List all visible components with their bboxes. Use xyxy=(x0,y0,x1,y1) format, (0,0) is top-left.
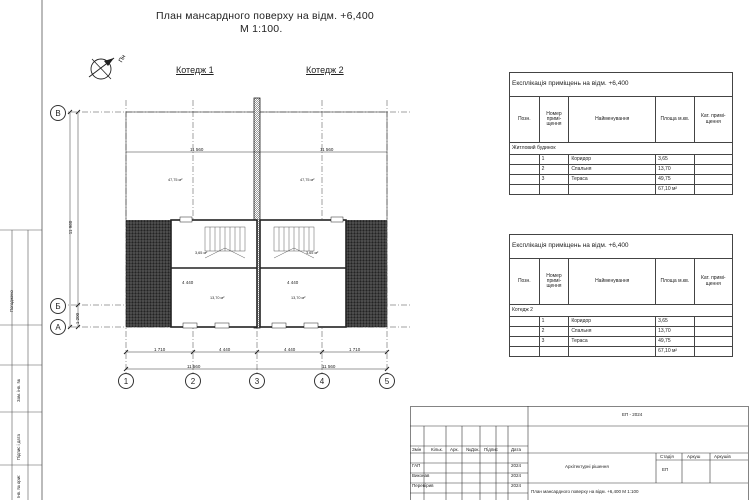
area-room-left: 13,70 м² xyxy=(210,296,225,300)
axis-col-3: 3 xyxy=(249,373,265,389)
stamp-section: Архітектурні рішення xyxy=(565,464,609,469)
room-name: Тераса xyxy=(569,337,656,347)
axis-row-a: А xyxy=(50,319,66,335)
area-corr-right: 3,65 м² xyxy=(306,251,319,255)
stamp-col-date: Дата xyxy=(511,447,521,452)
table-row xyxy=(510,317,733,327)
room-area: 13,70 xyxy=(656,165,694,175)
stamp-col-count: Кільк. xyxy=(431,447,443,452)
axis-row-b: Б xyxy=(50,298,66,314)
plan-scale: М 1:100. xyxy=(240,23,283,35)
stamp-col-doc: №Док. xyxy=(466,447,480,452)
room-name: Коридор xyxy=(569,317,656,327)
stamp-col-change: Змін xyxy=(412,447,422,452)
stamp-date-3: 2024 xyxy=(511,483,522,488)
side-label-sign-date: Підпис і дата xyxy=(16,434,21,460)
dim-vert-part: 1 200 xyxy=(75,312,81,325)
explication-table-2 xyxy=(509,234,733,357)
room-num: 2 xyxy=(539,165,569,175)
stamp-sheet-label: Аркуш xyxy=(687,454,701,459)
room-num: 1 xyxy=(539,317,569,327)
room-name: Тераса xyxy=(569,175,656,185)
explication-table-1 xyxy=(509,72,733,195)
table-title: Експлікація приміщень на відм. +6,400 xyxy=(510,73,733,97)
room-num: 3 xyxy=(539,175,569,185)
north-arrow-icon xyxy=(84,50,129,90)
axis-row-v: В xyxy=(50,105,66,121)
table-row xyxy=(510,155,733,165)
stamp-sheets-label: Аркушів xyxy=(714,454,731,459)
table-title: Експлікація приміщень на відм. +6,400 xyxy=(510,235,733,259)
dim-inner-1: 4 440 xyxy=(182,280,194,285)
col-header: Найменування xyxy=(569,97,656,143)
svg-text:Пн: Пн xyxy=(118,54,128,64)
dim-total-bottom-left: 11 560 xyxy=(187,364,201,369)
col-header: Площа м.кв. xyxy=(656,97,694,143)
col-header: Кат. примі-щення xyxy=(694,97,732,143)
side-label-inv-orig: Інв. № ориг. xyxy=(16,474,21,498)
stamp-role-done: Виконав xyxy=(412,473,430,478)
dim-total-bottom: 11 560 xyxy=(322,364,336,369)
room-name: Коридор xyxy=(569,155,656,165)
dim-inner-2: 4 440 xyxy=(287,280,299,285)
cottage-2-label: Котедж 2 xyxy=(306,65,344,75)
dim-seg-2: 4 440 xyxy=(219,347,231,352)
title-block xyxy=(410,406,750,500)
side-label-inv-replace: Зам. інв. № xyxy=(16,379,21,402)
table-row xyxy=(510,337,733,347)
col-header: Номер примі-щення xyxy=(539,259,569,305)
stamp-code: ЕП - 2024 xyxy=(622,412,643,417)
col-header: Кат. примі-щення xyxy=(694,259,732,305)
stamp-col-sheet: Арк. xyxy=(450,447,459,452)
stamp-col-sign: Підпис xyxy=(484,447,499,452)
side-label-agreed: Погоджено xyxy=(9,290,14,312)
room-name: Спальня xyxy=(569,327,656,337)
table-row xyxy=(510,165,733,175)
total-area: 67,10 м² xyxy=(656,347,694,357)
room-num: 2 xyxy=(539,327,569,337)
room-area: 49,75 xyxy=(656,175,694,185)
stamp-date-1: 2024 xyxy=(511,463,522,468)
dim-seg-4: 1 710 xyxy=(349,347,361,352)
stamp-sheet-title: План мансардного поверху на відм. +6,400 М 1:100 xyxy=(531,489,639,494)
room-num: 3 xyxy=(539,337,569,347)
dim-total-top-2: 11 560 xyxy=(320,147,334,152)
room-area: 3,65 xyxy=(656,155,694,165)
room-area: 13,70 xyxy=(656,327,694,337)
area-right: 47,75 м² xyxy=(300,178,315,182)
col-header: Позн. xyxy=(510,97,540,143)
stamp-role-check: Перевірив xyxy=(412,483,434,488)
stamp-stage: ЕП xyxy=(662,467,669,472)
total-area: 67,10 м² xyxy=(656,185,694,195)
dim-seg-3: 4 440 xyxy=(284,347,296,352)
area-left: 47,75 м² xyxy=(168,178,183,182)
axis-col-5: 5 xyxy=(379,373,395,389)
stamp-date-2: 2024 xyxy=(511,473,522,478)
table-row xyxy=(510,327,733,337)
dim-vert-total: 11 960 xyxy=(68,220,74,235)
room-num: 1 xyxy=(539,155,569,165)
dim-seg-1: 1 710 xyxy=(154,347,166,352)
room-area: 3,65 xyxy=(656,317,694,327)
axis-col-1: 1 xyxy=(118,373,134,389)
table-row xyxy=(510,175,733,185)
cottage-1-label: Котедж 1 xyxy=(176,65,214,75)
col-header: Найменування xyxy=(569,259,656,305)
plan-title: План мансардного поверху на відм. +6,400 xyxy=(156,10,374,22)
area-room-right: 13,70 м² xyxy=(291,296,306,300)
room-area: 49,75 xyxy=(656,337,694,347)
axis-col-4: 4 xyxy=(314,373,330,389)
area-corr-left: 3,65 м² xyxy=(195,251,208,255)
room-name: Спальня xyxy=(569,165,656,175)
floor-plan xyxy=(40,90,460,400)
stamp-stage-label: Стадія xyxy=(660,454,674,459)
col-header: Номер примі-щення xyxy=(539,97,569,143)
axis-col-2: 2 xyxy=(185,373,201,389)
group-row: Котедж 2 xyxy=(510,305,733,317)
group-row: Житловий будинок xyxy=(510,143,733,155)
col-header: Площа м.кв. xyxy=(656,259,694,305)
col-header: Позн. xyxy=(510,259,540,305)
dim-total-top: 11 560 xyxy=(190,147,204,152)
stamp-role-gap: ГАП xyxy=(412,463,421,468)
